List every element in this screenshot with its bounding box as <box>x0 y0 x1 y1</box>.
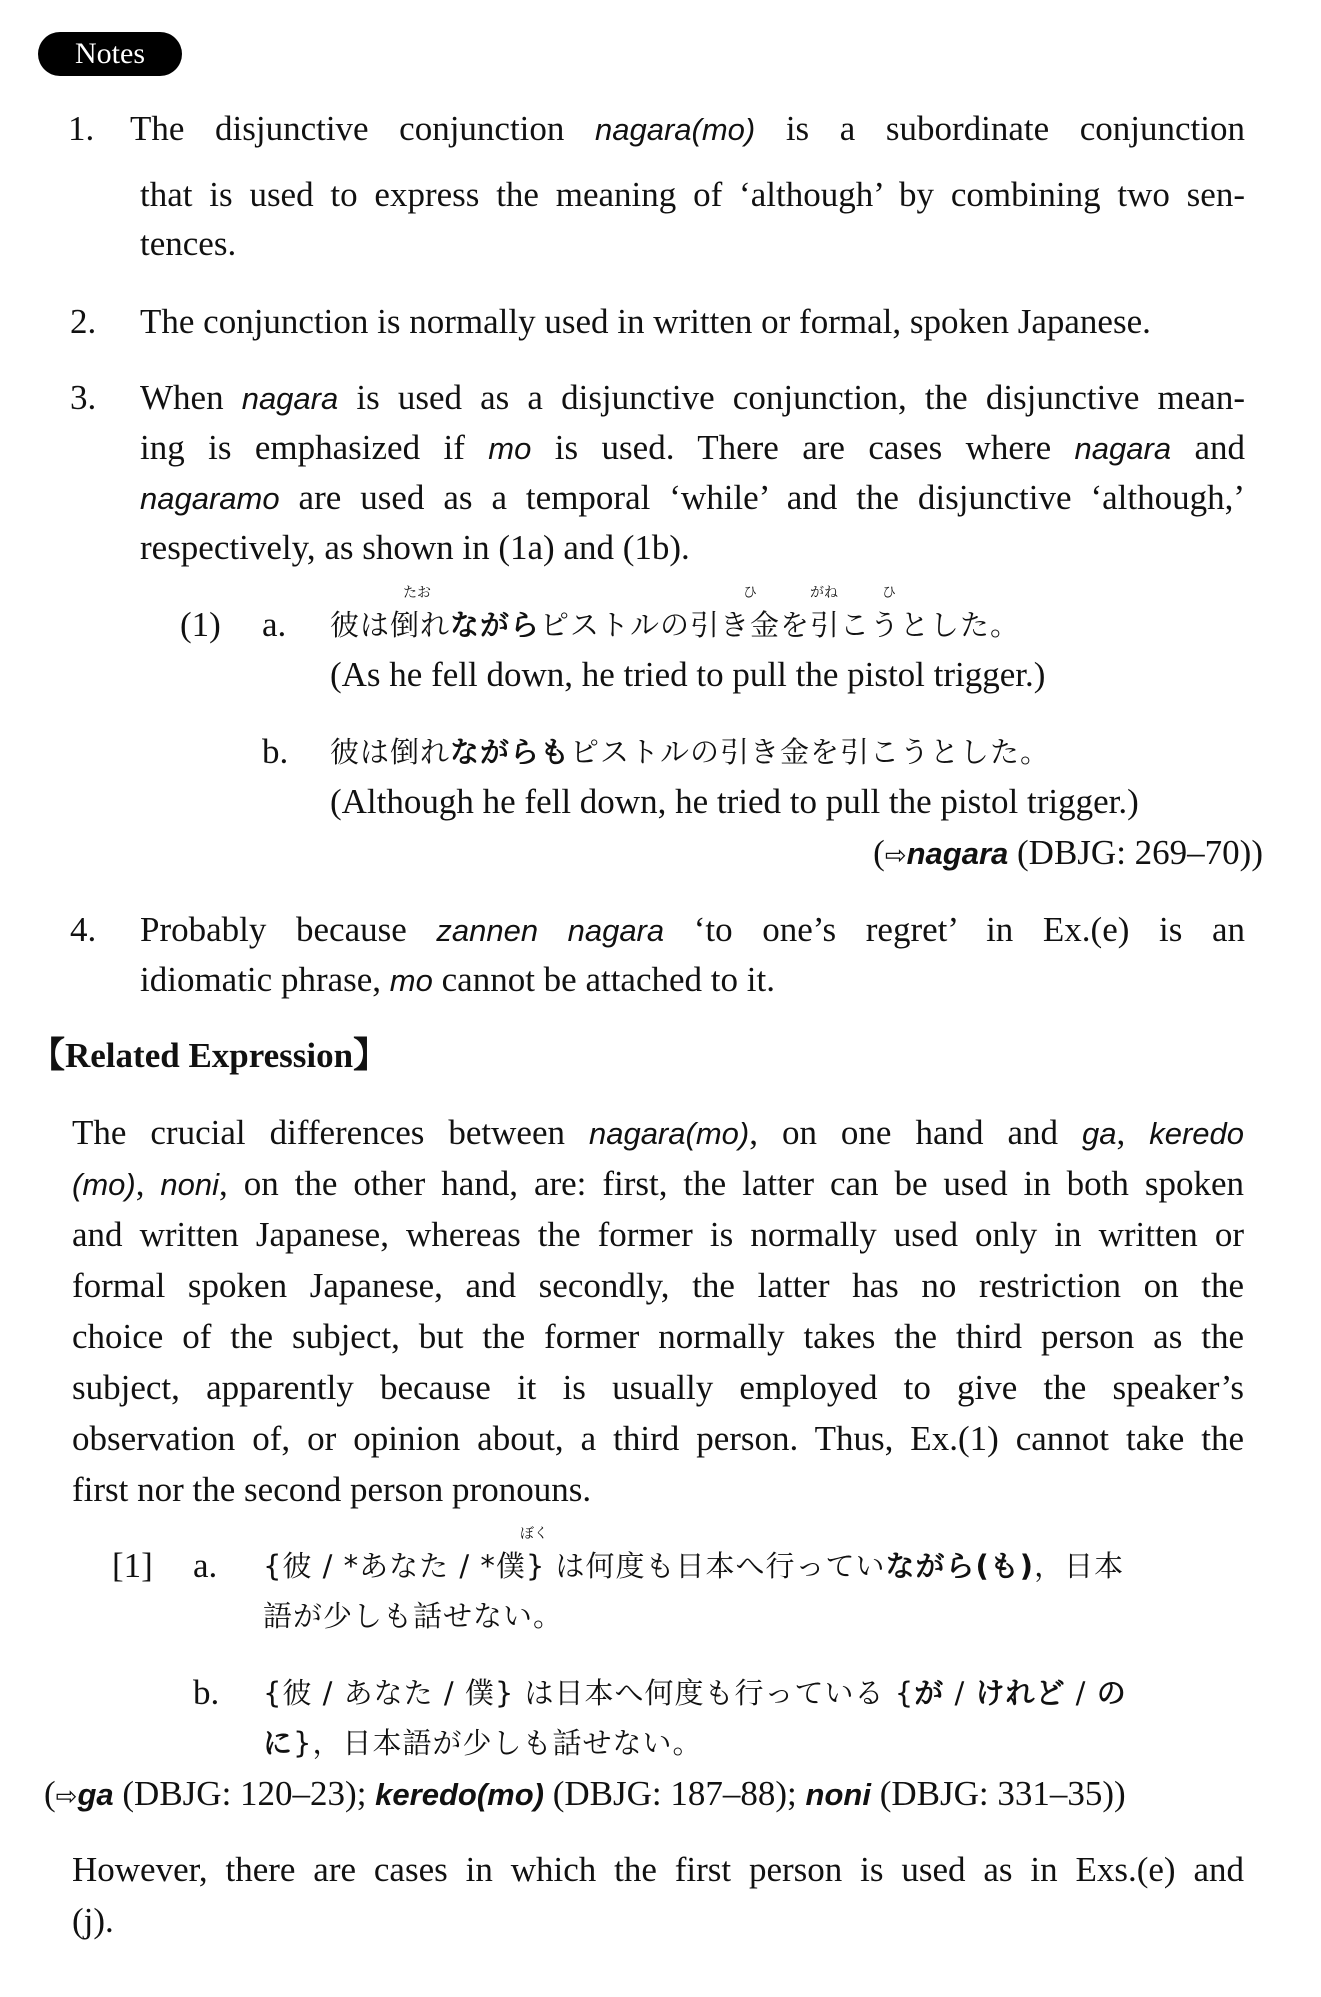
example-bracket-1b-line-2: に}，日本語が少しも話せない。 <box>263 1726 703 1760</box>
example-bracket-1b-line-1: {彼 / あなた / 僕} は日本へ何度も行っている {が / けれど / の <box>263 1676 1127 1710</box>
example-bracket-1-number: [1] <box>112 1546 153 1585</box>
note-1-line-2: that is used to express the meaning of ‘although’ by combining two sen- <box>140 175 1245 214</box>
related-line-4: formal spoken Japanese, and secondly, the latter has no restriction on the <box>72 1266 1244 1305</box>
note-3-line-4: respectively, as shown in (1a) and (1b). <box>140 528 690 567</box>
ruby-hi-1: ひ <box>743 585 757 601</box>
note-4-line-2: idiomatic phrase, mo cannot be attached to it. <box>140 960 775 999</box>
related-line-6: subject, apparently because it is usually employed to give the speaker’s <box>72 1368 1244 1407</box>
related-line-2: (mo), noni, on the other hand, are: first, the latter can be used in both spoken <box>72 1164 1245 1203</box>
example-bracket-1b-label: b. <box>193 1673 220 1712</box>
note-number-4: 4. <box>70 910 97 949</box>
note-number-3: 3. <box>70 378 97 417</box>
closing-line-1: However, there are cases in which the first person is used as in Exs.(e) and <box>72 1850 1244 1889</box>
ruby-tao: たお <box>403 585 431 601</box>
closing-line-2: (j). <box>72 1901 114 1940</box>
related-line-5: choice of the subject, but the former normally takes the third person as the <box>72 1317 1244 1356</box>
example-1a-label: a. <box>262 605 287 644</box>
ruby-boku: ぼく <box>520 1526 548 1542</box>
ruby-hi-2: ひ <box>882 585 896 601</box>
example-bracket-1a-line-1: {彼 / *あなた / *僕} は何度も日本へ行っていながら(も)，日本 <box>263 1549 1125 1583</box>
note-2-line-1: The conjunction is normally used in written or formal, spoken Japanese. <box>140 302 1151 341</box>
example-1a-translation: (As he fell down, he tried to pull the pistol trigger.) <box>330 655 1046 694</box>
related-line-3: and written Japanese, whereas the former is normally used only in written or <box>72 1215 1244 1254</box>
note-1-line-1: The disjunctive conjunction nagara(mo) is a subordinate conjunction <box>130 109 1245 148</box>
note-3-line-2: ing is emphasized if mo is used. There are cases where nagara and <box>140 428 1246 467</box>
related-line-8: first nor the second person pronouns. <box>72 1470 592 1509</box>
note-1-line-3: tences. <box>140 224 237 263</box>
example-1b-label: b. <box>262 732 289 771</box>
related-line-7: observation of, or opinion about, a third person. Thus, Ex.(1) cannot take the <box>72 1419 1244 1458</box>
arrow-right-icon: ⇨ <box>884 841 907 871</box>
note-3-line-3: nagaramo are used as a temporal ‘while’ and the disjunctive ‘although,’ <box>140 478 1245 517</box>
note-number-1: 1. <box>68 109 95 148</box>
note-3-line-1: When nagara is used as a disjunctive conjunction, the disjunctive mean- <box>140 378 1245 417</box>
cross-reference-nagara: (⇨nagara (DBJG: 269–70)) <box>873 833 1263 872</box>
example-1b-japanese: 彼は倒れながらもピストルの引き金を引こうとした。 <box>330 735 1051 769</box>
example-bracket-1a-label: a. <box>193 1546 218 1585</box>
related-expression-heading: 【Related Expression】 <box>30 1036 389 1075</box>
note-4-line-1: Probably because zannen nagara ‘to one’s regret’ in Ex.(e) is an <box>140 910 1246 949</box>
ruby-gane: がね <box>810 585 838 601</box>
example-1a-japanese: 彼は倒れながらピストルの引き金を引こうとした。 <box>330 608 1021 642</box>
example-1b-translation: (Although he fell down, he tried to pull the pistol trigger.) <box>330 782 1139 821</box>
related-line-1: The crucial differences between nagara(mo), on one hand and ga, keredo <box>72 1113 1244 1152</box>
example-1-number: (1) <box>180 605 221 644</box>
arrow-right-icon: ⇨ <box>55 1782 78 1812</box>
notes-label: Notes <box>38 32 182 76</box>
note-number-2: 2. <box>70 302 97 341</box>
example-bracket-1a-line-2: 語が少しも話せない。 <box>263 1599 564 1633</box>
cross-reference-line: (⇨ga (DBJG: 120–23); keredo(mo) (DBJG: 187–88); noni (DBJG: 331–35)) <box>44 1774 1126 1813</box>
